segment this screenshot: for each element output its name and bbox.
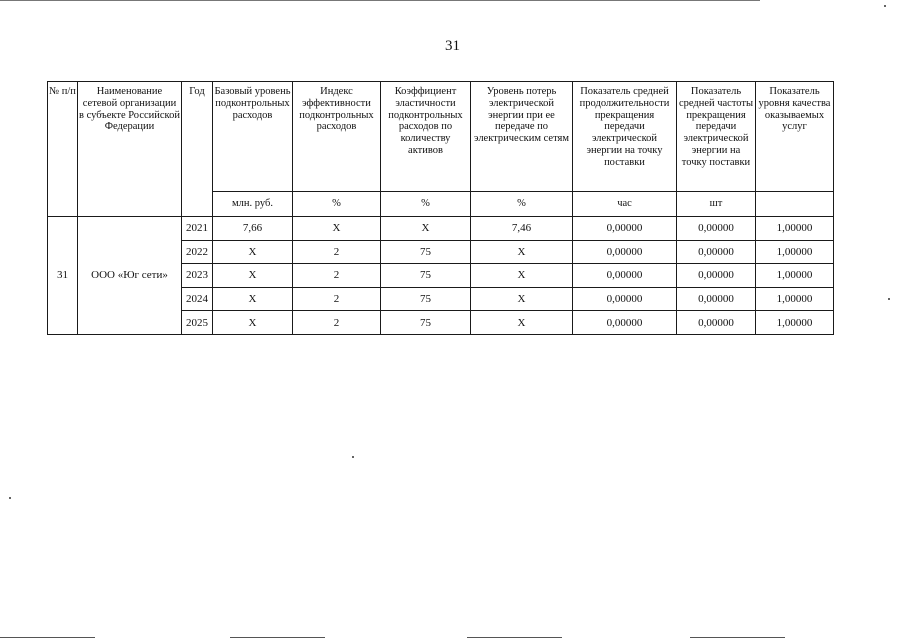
value-cell: 7,46 <box>471 217 573 241</box>
value-cell: 2 <box>293 287 381 311</box>
value-cell: 0,00000 <box>677 264 756 288</box>
header-row <box>48 82 834 192</box>
scan-artifact-line <box>230 637 325 638</box>
org-number: 31 <box>48 217 78 335</box>
value-cell: 0,00000 <box>573 311 677 335</box>
value-cell: 1,00000 <box>756 311 834 335</box>
value-cell: X <box>471 240 573 264</box>
unit-cell: шт <box>677 192 756 217</box>
header-efficiency-index: Индекс эффективности подконтрольных расходов <box>293 82 381 192</box>
value-cell: 75 <box>381 287 471 311</box>
year-cell: 2021 <box>182 217 213 241</box>
year-cell: 2023 <box>182 264 213 288</box>
value-cell: 0,00000 <box>677 287 756 311</box>
value-cell: X <box>471 264 573 288</box>
unit-cell: % <box>471 192 573 217</box>
header-num: № п/п <box>48 82 78 217</box>
unit-cell: час <box>573 192 677 217</box>
tariff-parameters-table <box>47 81 834 335</box>
value-cell: 1,00000 <box>756 264 834 288</box>
value-cell: X <box>293 217 381 241</box>
value-cell: 2 <box>293 240 381 264</box>
value-cell: 0,00000 <box>573 264 677 288</box>
header-saidi: Показатель средней продолжительности прекращения передачи электрической энергии на точку поставки <box>573 82 677 192</box>
header-quality: Показатель уровня качества оказываемых услуг <box>756 82 834 192</box>
scan-artifact-dot <box>9 497 11 499</box>
value-cell: 75 <box>381 240 471 264</box>
value-cell: X <box>213 287 293 311</box>
value-cell: X <box>213 264 293 288</box>
value-cell: 1,00000 <box>756 287 834 311</box>
year-cell: 2022 <box>182 240 213 264</box>
scan-artifact-dot <box>352 456 354 458</box>
value-cell: 2 <box>293 311 381 335</box>
value-cell: X <box>471 311 573 335</box>
scan-artifact-dot <box>888 298 890 300</box>
header-saifi: Показатель средней частоты прекращения передачи электрической энергии на точку поставки <box>677 82 756 192</box>
scan-artifact-dot <box>884 5 886 7</box>
scan-artifact-line <box>0 0 760 1</box>
value-cell: 0,00000 <box>677 217 756 241</box>
value-cell: 1,00000 <box>756 217 834 241</box>
value-cell: 0,00000 <box>573 217 677 241</box>
unit-cell <box>756 192 834 217</box>
header-org-name: Наименование сетевой организации в субъекте Российской Федерации <box>78 82 182 217</box>
value-cell: X <box>471 287 573 311</box>
value-cell: X <box>381 217 471 241</box>
value-cell: X <box>213 240 293 264</box>
header-losses-level: Уровень потерь электрической энергии при ее передаче по электрическим сетям <box>471 82 573 192</box>
unit-cell: млн. руб. <box>213 192 293 217</box>
org-name: ООО «Юг сети» <box>78 217 182 335</box>
header-year: Год <box>182 82 213 217</box>
scan-artifact-line <box>467 637 562 638</box>
scan-artifact-line <box>0 637 95 638</box>
unit-cell: % <box>293 192 381 217</box>
value-cell: 2 <box>293 264 381 288</box>
value-cell: 0,00000 <box>677 311 756 335</box>
table-row <box>48 217 834 241</box>
value-cell: 0,00000 <box>677 240 756 264</box>
page-number: 31 <box>445 38 460 54</box>
header-elasticity-coef: Коэффициент эластичности подконтрольных расходов по количеству активов <box>381 82 471 192</box>
value-cell: 75 <box>381 311 471 335</box>
year-cell: 2025 <box>182 311 213 335</box>
value-cell: 7,66 <box>213 217 293 241</box>
unit-cell: % <box>381 192 471 217</box>
scan-artifact-line <box>690 637 785 638</box>
value-cell: 1,00000 <box>756 240 834 264</box>
value-cell: X <box>213 311 293 335</box>
year-cell: 2024 <box>182 287 213 311</box>
value-cell: 75 <box>381 264 471 288</box>
value-cell: 0,00000 <box>573 240 677 264</box>
header-base-level: Базовый уровень подконтрольных расходов <box>213 82 293 192</box>
value-cell: 0,00000 <box>573 287 677 311</box>
